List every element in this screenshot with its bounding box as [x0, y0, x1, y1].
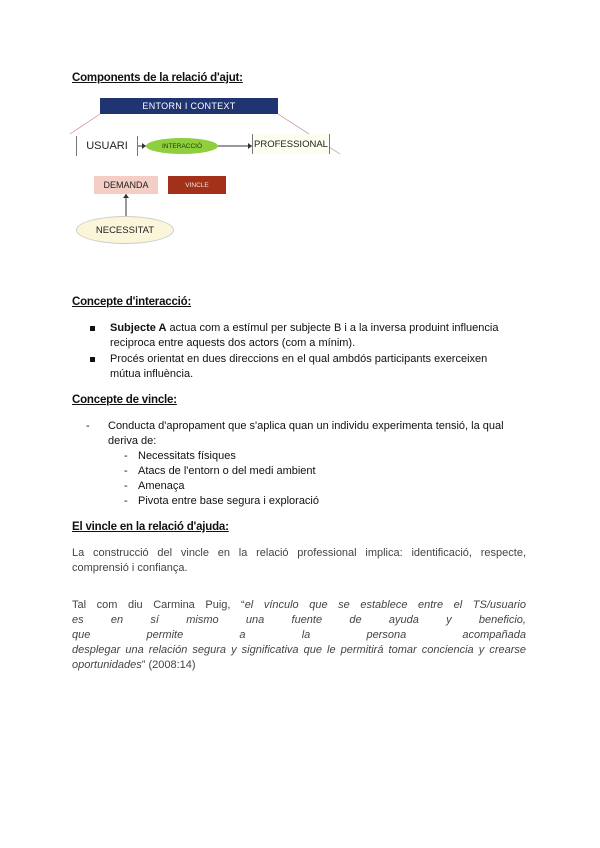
quote-citation: ” (2008:14)	[141, 659, 196, 671]
sublist-item: - Necessitats físiques	[118, 449, 516, 464]
list-item	[86, 419, 516, 509]
necessitat-ellipse: NECESSITAT	[76, 216, 174, 244]
quote-intro: Tal com diu Carmina Puig, “	[72, 599, 245, 611]
interaccio-list	[84, 321, 514, 382]
list-item-text: actua com a estímul per subjecte B i a la inversa produint influencia reciproca entre aquests dos actors (com a mínim).	[110, 322, 499, 349]
usuari-box: USUARI	[76, 136, 138, 156]
quote-line-4: desplegar una relación segura y significativa que le permitirá tomar conciencia y crearse	[72, 644, 526, 656]
vincle-list	[86, 419, 516, 509]
entorn-box: ENTORN I CONTEXT	[100, 98, 278, 114]
vincle-main-text: Conducta d'apropament que s'aplica quan un individu experimenta tensió, la qual deriva de:	[108, 420, 504, 447]
interaccio-list-container	[84, 321, 514, 383]
components-heading: Components de la relació d'ajut:	[72, 72, 243, 84]
list-item-bold: Subjecte A	[110, 322, 167, 334]
vincle-ajuda-heading: El vincle en la relació d'ajuda:	[72, 521, 229, 533]
vincle-list-container	[86, 419, 516, 509]
quote-line-5	[72, 658, 526, 673]
quote-line-3: que permite a la persona acompañada	[72, 629, 526, 641]
sublist-item: - Pivota entre base segura i exploració	[118, 494, 516, 509]
quote-line-2: es en sí mismo una fuente de ayuda y beneficio,	[72, 614, 526, 626]
list-item	[84, 352, 514, 382]
sublist-item: - Atacs de l'entorn o del medi ambient	[118, 464, 516, 479]
list-item	[84, 321, 514, 351]
construccio-paragraph: La construcció del vincle en la relació professional implica: identificació, respecte, comprensió i confiança.	[72, 547, 526, 574]
quote-paragraph	[72, 598, 526, 673]
quote-line-1	[72, 598, 526, 613]
professional-box: PROFESSIONAL	[252, 134, 330, 154]
vincle-heading: Concepte de vincle:	[72, 394, 177, 406]
vincle-box: VINCLE	[168, 176, 226, 194]
sublist-item: - Amenaça	[118, 479, 516, 494]
quote-text-5: oportunidades	[72, 659, 142, 671]
quote-text-1: el vínculo que se establece entre el TS/usuario	[244, 599, 526, 611]
interaccio-ellipse: INTERACCIÓ	[146, 138, 218, 154]
list-item-text: Procés orientat en dues direccions en el qual ambdós participants exerceixen mútua influència.	[110, 353, 488, 380]
relationship-diagram	[60, 92, 350, 252]
demanda-box: DEMANDA	[94, 176, 158, 194]
interaccio-heading: Concepte d'interacció:	[72, 296, 192, 308]
vincle-sublist	[118, 449, 516, 509]
